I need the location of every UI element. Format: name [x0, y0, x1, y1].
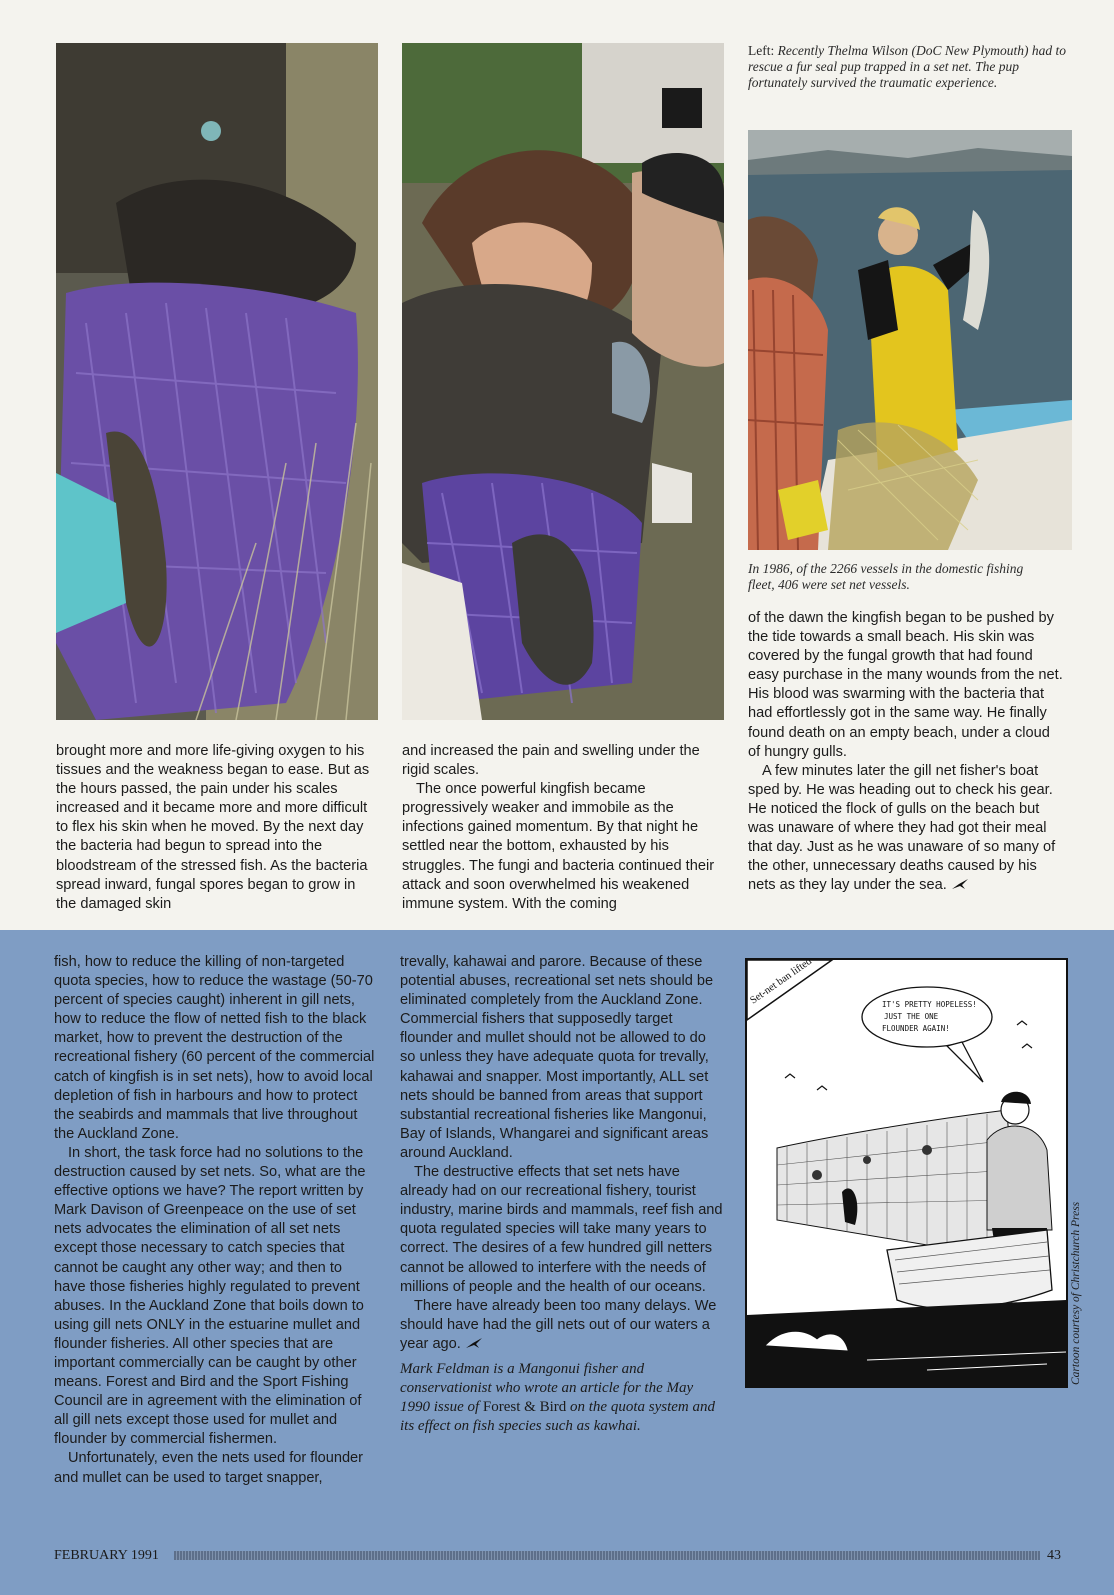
- lower-col2-paragraph-1: trevally, kahawai and parore. Because of these potential abuses, recreational set nets should be eliminated completely from the Auckland Zone. Commercial fishers that supposedly target flounder and mullet should not be allowed to do so unless they have adequate quota for trevally, kahawai and snapper. Most importantly, ALL set nets should be banned from areas that support substantial recreational fisheries like Mangonui, Bay of Islands, Whangarei and significant areas around Auckland.: [400, 954, 714, 1161]
- page-number: 43: [1047, 1548, 1061, 1563]
- lower-col2-text: There have already been too many delays. We should have had the gill nets out of our waters a year ago.: [400, 1297, 717, 1352]
- upper-col2-paragraph-1: and increased the pain and swelling under the rigid scales.: [402, 743, 700, 779]
- caption-text: Recently Thelma Wilson (DoC New Plymouth) had to rescue a fur seal pup trapped in a set net. The pup fortunately survived the traumatic experience.: [748, 43, 1066, 90]
- lower-column-2: [400, 953, 724, 1436]
- author-note-a: Mark Feldman is a Mangonui fisher and conservationist who wrote an article for the May 1990 issue of: [400, 1360, 694, 1415]
- upper-column-3: [748, 609, 1066, 895]
- footer-rule: [174, 1551, 1040, 1560]
- upper-column-1: [56, 742, 376, 914]
- upper-col3-paragraph-1: of the dawn the kingfish began to be pushed by the tide towards a small beach. His skin was covered by the fungal growth that had found easy purchase in the many wounds from the net. His blood was swarming with the bacteria that had effortlessly got in the same way. He finally found death on an empty beach, under a cloud of hungry gulls.: [748, 610, 1063, 760]
- caption-lead: Left:: [748, 43, 775, 58]
- footer-date: FEBRUARY 1991: [54, 1548, 159, 1563]
- bird-end-mark-icon: [951, 878, 969, 890]
- fishing-boat-photo: [748, 130, 1072, 550]
- cartoon-bubble-line-2: JUST THE ONE: [884, 1012, 939, 1021]
- lower-column-1: [54, 953, 376, 1488]
- seal-photo-caption: [748, 43, 1074, 91]
- cartoon-drawing: [747, 960, 1066, 1386]
- upper-col3-text: A few minutes later the gill net fisher's boat sped by. He was heading out to check his gear. He noticed the flock of gulls on the beach but was unaware of where they had got their meal that day. Just as he was unaware of so many of the other, unnecessary deaths caused by his nets as they lay under the sea.: [748, 762, 1056, 894]
- lower-col2-paragraph-2: The destructive effects that set nets have already had on our recreational fishery, tourist industry, marine birds and mammals, reef fish and quota regulated species will take many years to correct. The desires of a few hundred gill netters cannot be allowed to interfere with the needs of millions of people and the health of our oceans.: [400, 1164, 723, 1295]
- lower-col1-paragraph-2: In short, the task force had no solutions to the destruction caused by set nets. So, what are the effective options we have? The report written by Mark Davison of Greenpeace on the use of set nets advocates the elimination of all set nets except those necessary to catch species that cannot be caught any other way; and then to have those fisheries highly regulated to prevent abuses. In the Auckland Zone that boils down to using gill nets ONLY in the estuarine mullet and flounder fisheries. All other species that are important commercially can be caught by other means. Forest and Bird and the Sport Fishing Council are in agreement with the elimination of all gill nets except those used for mullet and flounder by commercial fishermen.: [54, 1144, 366, 1448]
- cartoon-credit: Cartoon courtesy of Christchurch Press: [1070, 1201, 1082, 1385]
- seal-pup-photo: [56, 43, 378, 720]
- cartoon-bubble-line-1: IT'S PRETTY HOPELESS!: [882, 1000, 977, 1009]
- author-note: [400, 1360, 724, 1436]
- net-cutting-photo: [402, 43, 724, 720]
- author-note-magazine: Forest & Bird: [482, 1398, 567, 1415]
- author-note-c: on the quota system and its effect on fish species such as kawhai.: [400, 1398, 715, 1434]
- upper-col2-paragraph-2: The once powerful kingfish became progressively weaker and immobile as the infections gained momentum. By that night he settled near the bottom, exhausted by his struggles. The fungi and bacteria continued their attack and soon overwhelmed his weakened immune system. With the coming: [402, 781, 715, 912]
- boat-photo-caption: In 1986, of the 2266 vessels in the domestic fishing fleet, 406 were set net vessels.: [748, 561, 1024, 592]
- cartoon-bubble-line-3: FLOUNDER AGAIN!: [882, 1024, 950, 1033]
- upper-col1-paragraph: brought more and more life-giving oxygen to his tissues and the weakness began to ease. But as the hours passed, the pain under his scales increased and it became more and more difficult to flex his skin when he moved. By the next day the bacteria had begun to spread into the bloodstream of the stressed fish. As the bacteria spread inward, fungal spores began to grow in the damaged skin: [56, 743, 370, 912]
- cartoon-panel: [745, 958, 1068, 1388]
- lower-col1-paragraph-1: fish, how to reduce the killing of non-targeted quota species, how to reduce the wastage (50-70 percent of species caught) inherent in gill nets, how to reduce the flow of netted fish to the black market, how to prevent the destruction of the recreational fishery (60 percent of the commercial catch of kingfish is in set nets), how to avoid local depletion of fish in harbours and how to protect the seabirds and mammals that live throughout the Auckland Zone.: [54, 954, 375, 1142]
- upper-col3-paragraph-2: [748, 762, 1066, 896]
- bird-end-mark-icon: [465, 1337, 483, 1349]
- cartoon-banner: Set-net ban lifted ...: [748, 960, 823, 1007]
- upper-column-2: [402, 742, 720, 914]
- lower-col2-paragraph-3: [400, 1297, 724, 1354]
- lower-col1-paragraph-3: Unfortunately, even the nets used for flounder and mullet can be used to target snapper,: [54, 1450, 364, 1486]
